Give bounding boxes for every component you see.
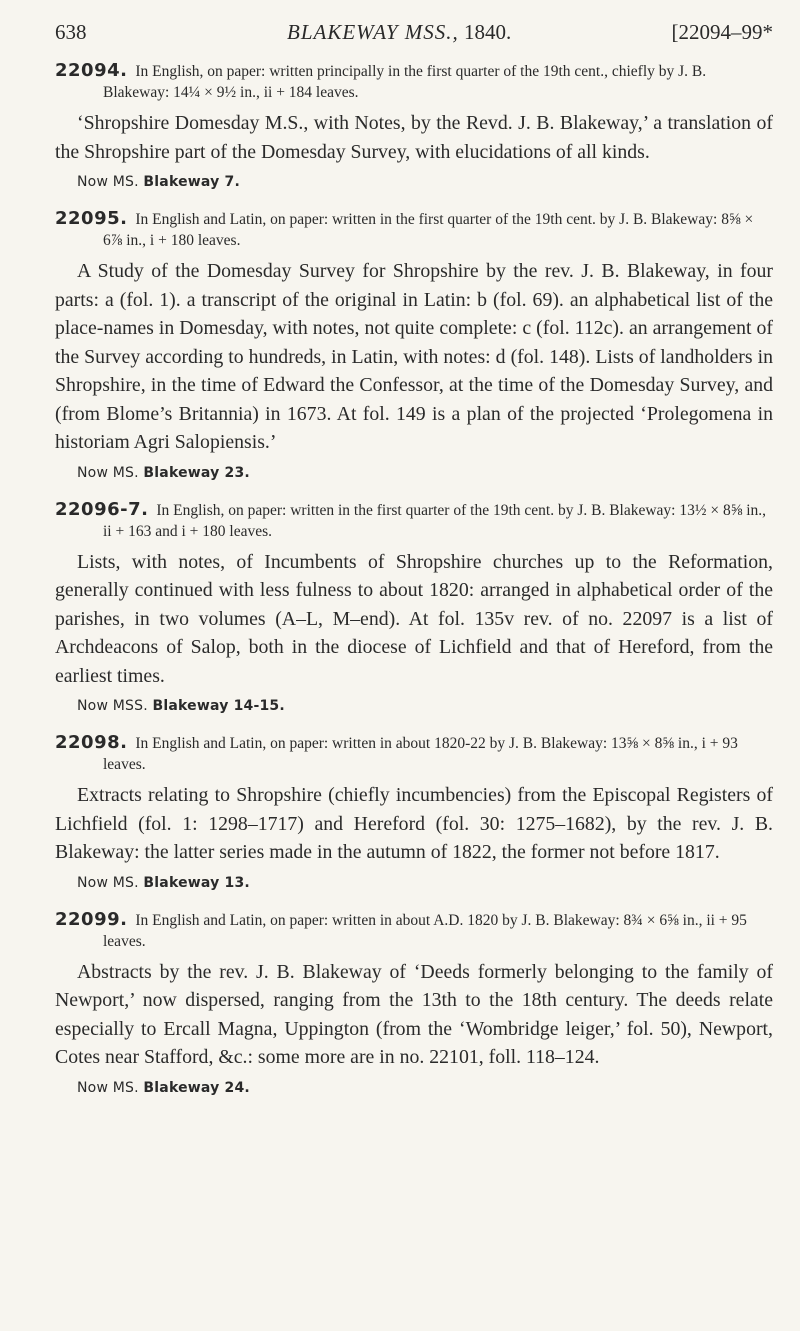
page-header [55, 14, 773, 50]
entry-physical-description [55, 732, 773, 775]
entry-shelfmark [55, 698, 773, 714]
entry-description: Abstracts by the rev. J. B. Blakeway of ‘Deeds formerly belonging to the family of Newport,’ now dispersed, ranging from the 13th to the 18th century. The deeds relate especially to Ercall Magna, Uppington (from the ‘Wombridge leiger,’ fol. 50), Newport, Cotes near Stafford, &c.: some more are in no. 22101, foll. 118–124. [55, 960, 773, 1068]
entry-number: 22095. [55, 208, 128, 229]
shelfmark-ref: Blakeway 14-15. [152, 698, 285, 714]
entry-physical-description [55, 208, 773, 251]
entry-number: 22096-7. [55, 498, 149, 520]
entry-physical-description [55, 909, 773, 952]
shelfmark-ref: Blakeway 24. [143, 1079, 250, 1096]
entry-description: Lists, with notes, of Incumbents of Shropshire churches up to the Reformation, generally continued with less fulness to about 1820: arranged in alphabetical order of the parishes, in two volumes (A–L, M–end). At fol. 135v rev. of no. 22097 is a list of Archdeacons of Salop, both in the diocese of Lichfield and that of Hereford, from the earliest times. [55, 550, 773, 687]
entry-description: A Study of the Domesday Survey for Shropshire by the rev. J. B. Blakeway, in four parts: a (fol. 1). a transcript of the original in Latin: b (fol. 69). an alphabetical list of the place-names in Domesday, with notes, not quite complete: c (fol. 112c). an arrangement of the Survey according to hundreds, in Latin, with notes: d (fol. 148). Lists of landholders in Shropshire, in the time of Edward the Confessor, at the time of the Domesday Survey, and (from Blome’s Britannia) in 1673. At fol. 149 is a plan of the projected ‘Prolegomena in historiam Agri Salopiensis.’ [55, 260, 773, 453]
entry-number: 22099. [55, 908, 128, 930]
shelfmark-ref: Blakeway 23. [143, 464, 250, 481]
entry-number: 22094. [55, 60, 128, 81]
entry-description: ‘Shropshire Domesday M.S., with Notes, by the Revd. J. B. Blakeway,’ a translation of the Shropshire part of the Domesday Survey, with elucidations of all kinds. [55, 112, 773, 163]
shelfmark-prefix: Now MSS. [77, 698, 148, 714]
shelfmark-prefix: Now MS. [77, 464, 139, 481]
entry-range: [22094–99* [671, 20, 773, 44]
running-title [287, 20, 511, 45]
shelfmark-prefix: Now MS. [77, 1079, 139, 1096]
catalogue-entry [55, 909, 773, 1096]
entry-shelfmark [55, 1080, 773, 1096]
entry-physical-description [55, 499, 773, 542]
catalogue-page [55, 14, 773, 1096]
entry-physical-description [55, 60, 773, 103]
shelfmark-prefix: Now MS. [77, 174, 139, 190]
catalogue-entry [55, 208, 773, 481]
catalogue-entry [55, 499, 773, 715]
entry-meta-text: In English and Latin, on paper: written in about A.D. 1820 by J. B. Blakeway: 8¾ × 6⅝ in., ii + 95 leaves. [103, 911, 747, 950]
running-title-text: BLAKEWAY MSS., [287, 20, 459, 44]
shelfmark-ref: Blakeway 7. [143, 174, 240, 190]
entry-shelfmark [55, 465, 773, 481]
entry-shelfmark [55, 174, 773, 190]
running-title-year: 1840. [464, 20, 512, 44]
entry-meta-text: In English, on paper: written principally in the first quarter of the 19th cent., chiefly by J. B. Blakeway: 14¼ × 9½ in., ii + 184 leaves. [103, 63, 707, 101]
entry-description: Extracts relating to Shropshire (chiefly incumbencies) from the Episcopal Registers of Lichfield (fol. 1: 1298–1717) and Hereford (fol. 30: 1275–1682), by the rev. J. B. Blakeway: the latter series made in the autumn of 1822, the former not before 1817. [55, 784, 773, 863]
entry-shelfmark [55, 875, 773, 891]
entry-meta-text: In English and Latin, on paper: written in about 1820-22 by J. B. Blakeway: 13⅝ × 8⅝ in., i + 93 leaves. [103, 735, 738, 773]
entry-meta-text: In English and Latin, on paper: written in the first quarter of the 19th cent. by J. B. Blakeway: 8⅝ × 6⅞ in., i + 180 leaves. [103, 211, 754, 249]
page-number: 638 [55, 20, 87, 44]
shelfmark-prefix: Now MS. [77, 874, 139, 891]
entry-number: 22098. [55, 732, 128, 753]
catalogue-entry [55, 732, 773, 891]
catalogue-entry [55, 60, 773, 190]
shelfmark-ref: Blakeway 13. [143, 874, 250, 891]
entry-meta-text: In English, on paper: written in the first quarter of the 19th cent. by J. B. Blakeway: 13½ × 8⅝ in., ii + 163 and i + 180 leaves. [103, 501, 767, 540]
